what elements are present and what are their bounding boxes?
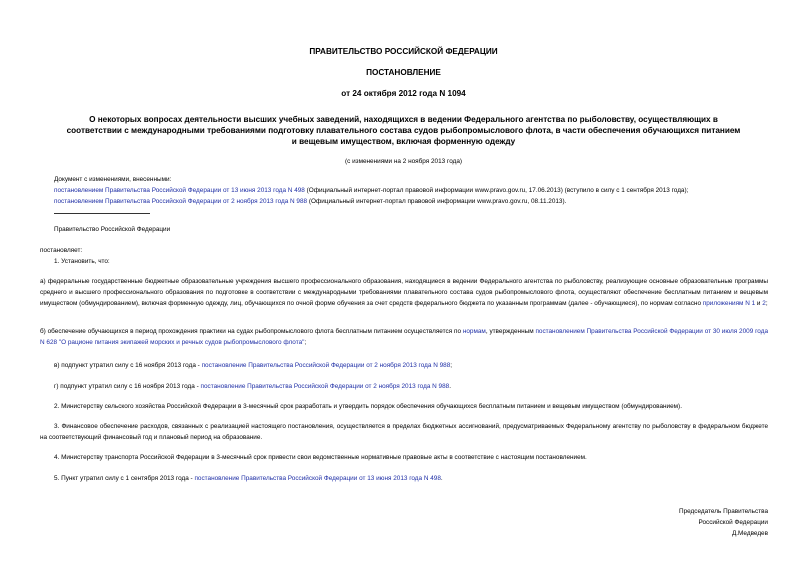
document-title-line-3: и вещевым имуществом, включая форменную одежду [291,137,516,146]
government-heading: ПРАВИТЕЛЬСТВО РОССИЙСКОЙ ФЕДЕРАЦИИ [309,47,498,56]
change-link-988[interactable]: постановлением Правительства Российской Федерации от 2 ноября 2013 года N 988 [54,198,308,205]
paragraph-5-text: 5. Пункт утратил силу с 1 сентября 2013 года - [54,475,195,482]
change-item [54,196,566,207]
paragraph-1v-text: в) подпункт утратил силу с 16 ноября 2013 года - [54,362,202,369]
paragraph-5-end: . [440,475,443,482]
paragraph-1a-and: и [755,300,763,307]
paragraph-1a-end: ; [765,300,768,307]
appendix-1-link[interactable]: приложениям N 1 [702,300,756,307]
issuer: Правительство Российской Федерации [54,226,171,233]
paragraph-1b [40,326,768,348]
paragraph-1b-end: ; [304,339,307,346]
paragraph-1a [40,276,768,309]
signature-name: Д.Медведев [731,530,768,537]
paragraph-4: 4. Министерству транспорта Российской Федерации в 3-месячный срок привести свои ведомственные нормативные правовые акты в соответствие с настоящим постановлением. [54,454,587,461]
divider [54,213,150,214]
paragraph-2: 2. Министерству сельского хозяйства Российской Федерации в 3-месячный срок разработать и утвердить порядок обеспечения обучающихся бесплатным питанием и вещевым имуществом (обмундированием). [54,403,682,410]
paragraph-1v [54,360,452,371]
paragraph-5 [54,473,443,484]
norms-link[interactable]: нормам [462,328,486,335]
decree-988-link[interactable]: постановление Правительства Российской Федерации от 2 ноября 2013 года N 988 [200,383,450,390]
paragraph-1g-end: . [449,383,451,390]
amendment-note: (с изменениями на 2 ноября 2013 года) [344,158,463,165]
decree-628-link[interactable]: постановлением Правительства Российской Федерации от 30 июля 2009 года N 628 "О рационе питания экипажей морских и речных судов рыбопромыслового флота" [40,328,768,346]
paragraph-1b-text-2: , утвержденным [485,328,536,335]
document-title-line-2: соответствии с международными требованиями подготовку плавательного состава судов рыбопромыслового флота, в части обеспечения обучающихся питанием [66,126,741,135]
appendix-2-link[interactable]: 2 [762,300,766,307]
changes-intro: Документ с изменениями, внесенными: [54,176,172,183]
change-link-498[interactable]: постановлением Правительства Российской Федерации от 13 июня 2013 года N 498 [54,187,305,194]
paragraph-1: 1. Установить, что: [54,258,110,265]
paragraph-3: 3. Финансовое обеспечение расходов, связанных с реализацией настоящего постановления, осуществляется в пределах бюджетных ассигнований, предусматриваемых Федеральному агентству по рыболовству в федеральном бюджете на соответствующий финансовый год и плановый период на образование. [40,423,768,441]
change-item-text: (Официальный интернет-портал правовой информации www.pravo.gov.ru, 08.11.2013). [307,198,567,205]
document-type: ПОСТАНОВЛЕНИЕ [366,68,441,77]
signature-title: Председатель Правительства [679,508,768,515]
decree-498-link[interactable]: постановление Правительства Российской Федерации от 13 июня 2013 года N 498 [194,475,441,482]
decrees-word: постановляет: [40,247,83,254]
document-date-number: от 24 октября 2012 года N 1094 [341,89,466,98]
change-item [54,185,688,196]
decree-988-link[interactable]: постановление Правительства Российской Федерации от 2 ноября 2013 года N 988 [201,362,451,369]
signature-org: Российской Федерации [698,519,768,526]
paragraph-1g [54,381,451,392]
paragraph-1b-text: б) обеспечение обучающихся в период прохождения практики на судах рыбопромыслового флота бесплатным питанием осуществляется по [40,328,463,335]
paragraph-1g-text: г) подпункт утратил силу с 16 ноября 2013 года - [54,383,201,390]
paragraph-1a-text: а) федеральные государственные бюджетные образовательные учреждения высшего профессионального образования, находящиеся в ведении Федерального агентства по рыболовству, реализующие основные образовательные программы среднего и высшего профессионального образования по подготовке в соответствии с международными требованиями плавательного состава судов рыбопромыслового флота, осуществляют обеспечение бесплатным питанием и вещевым имуществом (обмундированием), включая форменную одежду, лиц, обучающихся по очной форме обучения за счет средств федерального бюджета по указанным программам (далее - обучающиеся), по нормам согласно [40,278,768,307]
document-title-line-1: О некоторых вопросах деятельности высших учебных заведений, находящихся в ведении Федерального агентства по рыболовству, осуществляющих в [89,115,718,124]
change-item-text: (Официальный интернет-портал правовой информации www.pravo.gov.ru, 17.06.2013) (вступило в силу с 1 сентября 2013 года); [304,187,689,194]
paragraph-1v-end: ; [450,362,453,369]
